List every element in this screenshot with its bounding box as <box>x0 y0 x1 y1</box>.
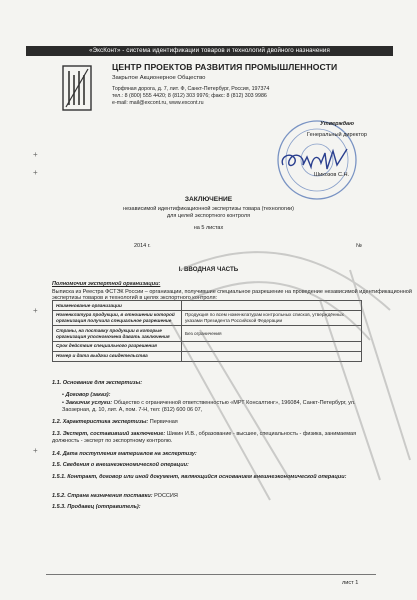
item-1-5-1: 1.5.1. Контракт, договор или иной документ, являющийся основанием внешнеэкономической операции: <box>52 474 347 480</box>
watermark-stamp-icon <box>150 230 417 510</box>
doc-subtitle-1: независимой идентификационной экспертизы товара (технологии) <box>123 206 294 212</box>
doc-subtitle-2: для целей экспортного контроля <box>166 213 251 219</box>
margin-mark: + <box>33 446 38 455</box>
address-line: Торфяная дорога, д. 7, лит. Ф, Санкт-Петербург, Россия, 197374 <box>112 86 270 92</box>
item-1-4: 1.4. Дата поступления материалов на экспертизу: <box>52 451 197 457</box>
section-heading: I. ВВОДНАЯ ЧАСТЬ <box>178 266 239 273</box>
email-line: e-mail: mail@excont.ru, www.excont.ru <box>112 100 204 107</box>
bullet-contract: • Договор (заказ): <box>62 392 111 398</box>
table-cell: Срок действия специального разрешения <box>53 341 182 351</box>
header-banner: «ЭксКонт» - система идентификации товаров и технологий двойного назначения <box>26 46 393 56</box>
page-number: лист 1 <box>342 580 359 586</box>
table-cell: Наименование организации <box>53 301 182 311</box>
approval-block <box>307 119 367 141</box>
customer-text: Общество с ограниченной ответственностью «МРТ Консалтинг», 196084, Санкт-Петербург, ул. Заозерная, д. 10, лит. А, пом. 7-Н, тел: (812) 600 06 07, <box>62 400 356 413</box>
table-cell: Продукция по всем номенклатурам контрольных списков, утверждённых указами Президента Российской Федерации <box>182 310 362 326</box>
table-cell: Без ограничения <box>182 326 362 342</box>
authority-heading: Полномочия экспертной организации: <box>52 281 161 287</box>
margin-mark: + <box>33 168 38 177</box>
bullet-customer: • Заказчик услуги: Общество с ограниченной ответственностью «МРТ Консалтинг», 196084, Санкт-Петербург, ул. Заозерная, д. 10, лит. А, пом. 7-Н, тел: (812) 600 06 07, <box>62 400 356 413</box>
item-1-5: 1.5. Сведения о внешнеэкономической операции: <box>52 462 189 468</box>
contract-label: Договор (заказ): <box>65 392 111 398</box>
item-1-5-2-value: РОССИЯ <box>154 493 178 499</box>
signature-icon <box>277 145 351 175</box>
table-cell: Номенклатура продукции, в отношении которой организация получила специальное разрешение <box>53 310 182 326</box>
footer-divider <box>46 574 376 575</box>
margin-mark: + <box>33 150 38 159</box>
customer-label: Заказчик услуги: <box>65 400 113 406</box>
organization-name: ЦЕНТР ПРОЕКТОВ РАЗВИТИЯ ПРОМЫШЛЕННОСТИ <box>112 62 338 72</box>
company-logo-icon <box>62 65 92 111</box>
item-1-2-label: 1.2. Характеристика экспертизы: <box>52 419 149 425</box>
organization-contacts <box>112 86 269 107</box>
doc-number-label: № <box>356 243 362 249</box>
item-1-3-label: 1.3. Эксперт, составивший заключение: <box>52 431 166 437</box>
item-1-2-value: Первичная <box>149 419 178 425</box>
approver-name: Шикозов С.Н. <box>314 172 350 178</box>
phone-line: тел.: 8 (800) 555 4420; 8 (812) 303 9976; факс: 8 (812) 303 9986 <box>112 93 267 100</box>
item-1-5-2-label: 1.5.2. Страна назначения поставки: <box>52 493 153 499</box>
item-1-1: 1.1. Основание для экспертизы: <box>52 380 143 386</box>
doc-date: 2014 г. <box>134 243 151 249</box>
approved-label: Утверждаю <box>320 121 354 127</box>
item-1-5-3: 1.5.3. Продавец (отправитель): <box>52 504 141 510</box>
approver-position: Генеральный директор <box>307 132 367 138</box>
item-1-3-value: Шикин И.В., образование - высшее, специальность - физика, занимаемая должность - эксперт по экспортному контролю. <box>52 431 357 444</box>
doc-pages: на 5 листах <box>193 225 224 231</box>
margin-mark: + <box>33 306 38 315</box>
authority-text: Выписка из Реестра ФСТЭК России – организации, получившие специальное разрешение на проведение независимой идентификационной экспертизы товаров и технологий в целях экспортного контроля: <box>52 289 412 301</box>
table-cell: Номер и дата выдачи свидетельства <box>53 351 182 361</box>
doc-title: ЗАКЛЮЧЕНИЕ <box>184 196 233 203</box>
organization-type: Закрытое Акционерное Общество <box>112 75 206 81</box>
table-cell: Страны, на поставку продукции в которые организация уполномочена давать заключения <box>53 326 182 342</box>
